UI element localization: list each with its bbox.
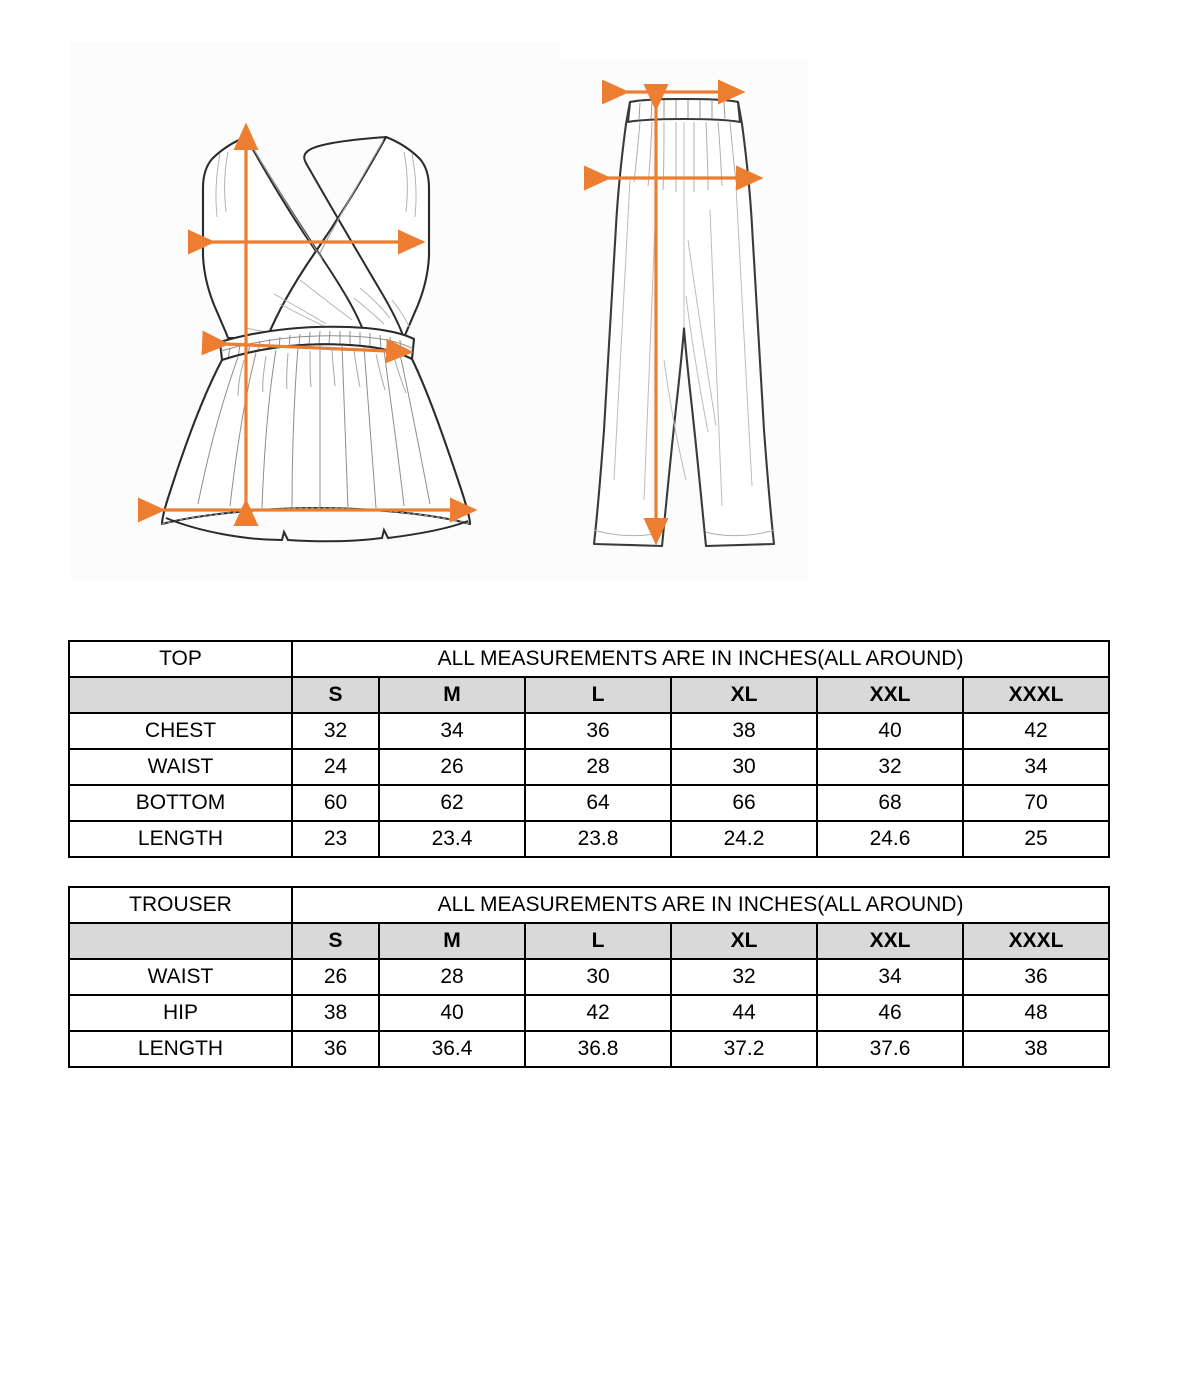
table-row [69,959,1109,995]
top-bottom-m: 62 [379,785,525,821]
trouser-size-l: L [525,923,671,959]
top-sizes-header-row [69,677,1109,713]
top-length-xxxl: 25 [963,821,1109,857]
top-bottom-l: 64 [525,785,671,821]
table-title-row [69,887,1109,923]
trouser-row-label-length: LENGTH [69,1031,292,1067]
top-row-label-chest: CHEST [69,713,292,749]
top-garment-illustration [70,42,560,580]
top-length-xl: 24.2 [671,821,817,857]
top-chest-xxxl: 42 [963,713,1109,749]
top-length-m: 23.4 [379,821,525,857]
table-row [69,995,1109,1031]
top-size-table [68,640,1110,858]
trouser-sizes-header-row [69,923,1109,959]
trouser-waist-xxl: 34 [817,959,963,995]
top-size-m: M [379,677,525,713]
top-waist-s: 24 [292,749,379,785]
illustration-area [0,0,1184,600]
trouser-hip-xxxl: 48 [963,995,1109,1031]
top-bottom-xl: 66 [671,785,817,821]
top-length-l: 23.8 [525,821,671,857]
top-row-label-waist: WAIST [69,749,292,785]
top-row-label-bottom: BOTTOM [69,785,292,821]
top-waist-l: 28 [525,749,671,785]
trouser-garment-illustration [560,60,808,580]
table-title-row [69,641,1109,677]
top-size-s: S [292,677,379,713]
trouser-length-l: 36.8 [525,1031,671,1067]
top-row-label-length: LENGTH [69,821,292,857]
trouser-hip-xl: 44 [671,995,817,1031]
trouser-size-xl: XL [671,923,817,959]
top-bottom-s: 60 [292,785,379,821]
top-length-xxl: 24.6 [817,821,963,857]
top-chest-l: 36 [525,713,671,749]
trouser-length-xxxl: 38 [963,1031,1109,1067]
top-bottom-xxl: 68 [817,785,963,821]
top-chest-xxl: 40 [817,713,963,749]
top-length-s: 23 [292,821,379,857]
trouser-garment-title: TROUSER [69,887,292,923]
top-size-l: L [525,677,671,713]
trouser-row-label-hip: HIP [69,995,292,1031]
top-chest-s: 32 [292,713,379,749]
top-garment-title: TOP [69,641,292,677]
trouser-waist-l: 30 [525,959,671,995]
table-row [69,1031,1109,1067]
trouser-waist-m: 28 [379,959,525,995]
trouser-units-note: ALL MEASUREMENTS ARE IN INCHES(ALL AROUND) [292,887,1109,923]
trouser-hip-s: 38 [292,995,379,1031]
trouser-size-m: M [379,923,525,959]
trouser-garment-sketch [560,60,808,580]
trouser-waist-s: 26 [292,959,379,995]
trouser-sizes-header-blank [69,923,292,959]
top-waist-xl: 30 [671,749,817,785]
top-waist-xxl: 32 [817,749,963,785]
trouser-row-label-waist: WAIST [69,959,292,995]
trouser-length-xxl: 37.6 [817,1031,963,1067]
top-chest-xl: 38 [671,713,817,749]
trouser-hip-m: 40 [379,995,525,1031]
top-units-note: ALL MEASUREMENTS ARE IN INCHES(ALL AROUND) [292,641,1109,677]
table-row [69,749,1109,785]
top-size-xxl: XXL [817,677,963,713]
top-size-xxxl: XXXL [963,677,1109,713]
trouser-length-m: 36.4 [379,1031,525,1067]
trouser-size-s: S [292,923,379,959]
top-waist-m: 26 [379,749,525,785]
top-waist-xxxl: 34 [963,749,1109,785]
trouser-size-table [68,886,1110,1068]
table-row [69,713,1109,749]
top-bottom-xxxl: 70 [963,785,1109,821]
trouser-waist-xl: 32 [671,959,817,995]
trouser-length-xl: 37.2 [671,1031,817,1067]
trouser-waist-xxxl: 36 [963,959,1109,995]
trouser-hip-xxl: 46 [817,995,963,1031]
trouser-length-s: 36 [292,1031,379,1067]
trouser-size-xxl: XXL [817,923,963,959]
table-row [69,785,1109,821]
top-size-xl: XL [671,677,817,713]
trouser-hip-l: 42 [525,995,671,1031]
top-chest-m: 34 [379,713,525,749]
top-garment-sketch [70,42,560,580]
trouser-size-xxxl: XXXL [963,923,1109,959]
top-sizes-header-blank [69,677,292,713]
table-row [69,821,1109,857]
